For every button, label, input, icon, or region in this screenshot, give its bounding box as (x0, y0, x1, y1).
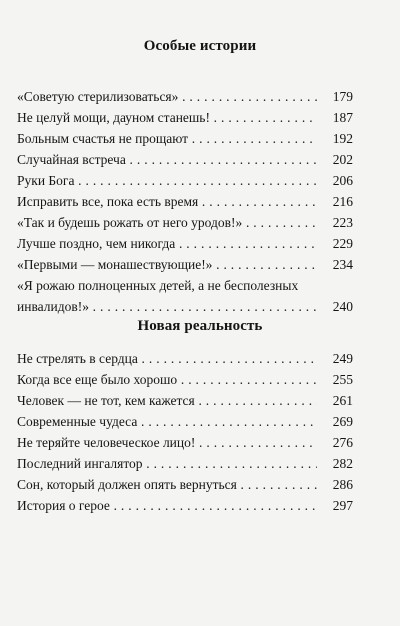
toc-entry-page: 206 (317, 170, 353, 191)
toc-entry-page: 261 (317, 390, 353, 411)
toc-entry (17, 275, 353, 317)
toc-entry-page: 187 (317, 107, 353, 128)
toc-entry-title: «Так и будешь рожать от него уродов!» . . . (17, 212, 353, 233)
toc-entry (17, 348, 353, 369)
toc-entry-title: «Первыми — монашествующие!» . . . (17, 254, 353, 275)
toc-list-new-reality (17, 348, 353, 516)
toc-entry (17, 170, 353, 191)
toc-entry-title: Когда все еще было хорошо . . . (17, 369, 353, 390)
toc-entry (17, 149, 353, 170)
toc-entry (17, 254, 353, 275)
toc-entry-title: «Советую стерилизоваться» . . . (17, 86, 353, 107)
toc-entry-page: 216 (317, 191, 353, 212)
toc-entry-title: Современные чудеса . . . (17, 411, 353, 432)
toc-entry-title: Руки Бога . . . (17, 170, 353, 191)
toc-entry (17, 411, 353, 432)
toc-entry-title: Не целуй мощи, дауном станешь! . . . (17, 107, 353, 128)
toc-entry-title: Человек — не тот, кем кажется . . . (17, 390, 353, 411)
toc-entry (17, 432, 353, 453)
toc-entry-title: инвалидов!» . . . (17, 296, 353, 317)
toc-entry-page: 229 (317, 233, 353, 254)
toc-entry-title: Исправить все, пока есть время . . . (17, 191, 353, 212)
section-title-new-reality: Новая реальность (137, 318, 263, 334)
toc-entry-title: Последний ингалятор . . . (17, 453, 353, 474)
toc-entry (17, 107, 353, 128)
toc-entry-page: 286 (317, 474, 353, 495)
toc-entry-page: 202 (317, 149, 353, 170)
toc-entry-title: Сон, который должен опять вернуться . . . (17, 474, 353, 495)
toc-list-special-stories (17, 86, 353, 317)
toc-entry-page: 297 (317, 495, 353, 516)
toc-entry-page: 249 (317, 348, 353, 369)
section-title-special-stories: Особые истории (143, 38, 257, 54)
toc-entry-page: 240 (317, 296, 353, 317)
toc-entry-page: 234 (317, 254, 353, 275)
toc-entry-title: Больным счастья не прощают . . . (17, 128, 353, 149)
toc-entry-page: 223 (317, 212, 353, 233)
toc-entry (17, 128, 353, 149)
toc-entry (17, 495, 353, 516)
toc-entry (17, 390, 353, 411)
toc-entry-title: Не теряйте человеческое лицо! . . . (17, 432, 353, 453)
toc-entry-page: 282 (317, 453, 353, 474)
toc-entry (17, 86, 353, 107)
toc-entry (17, 453, 353, 474)
toc-entry-page: 192 (317, 128, 353, 149)
toc-entry-page: 269 (317, 411, 353, 432)
toc-entry (17, 474, 353, 495)
toc-entry (17, 233, 353, 254)
toc-entry-title: Случайная встреча . . . (17, 149, 353, 170)
toc-entry-page: 179 (317, 86, 353, 107)
toc-entry (17, 212, 353, 233)
toc-entry-title-line1: «Я рожаю полноценных детей, а не бесполезных (17, 278, 299, 293)
toc-entry-title: История о герое . . . (17, 495, 353, 516)
toc-entry-page: 276 (317, 432, 353, 453)
toc-entry (17, 191, 353, 212)
toc-entry-title: Лучше поздно, чем никогда . . . (17, 233, 353, 254)
toc-entry-page: 255 (317, 369, 353, 390)
toc-entry (17, 369, 353, 390)
toc-entry-title: Не стрелять в сердца . . . (17, 348, 353, 369)
